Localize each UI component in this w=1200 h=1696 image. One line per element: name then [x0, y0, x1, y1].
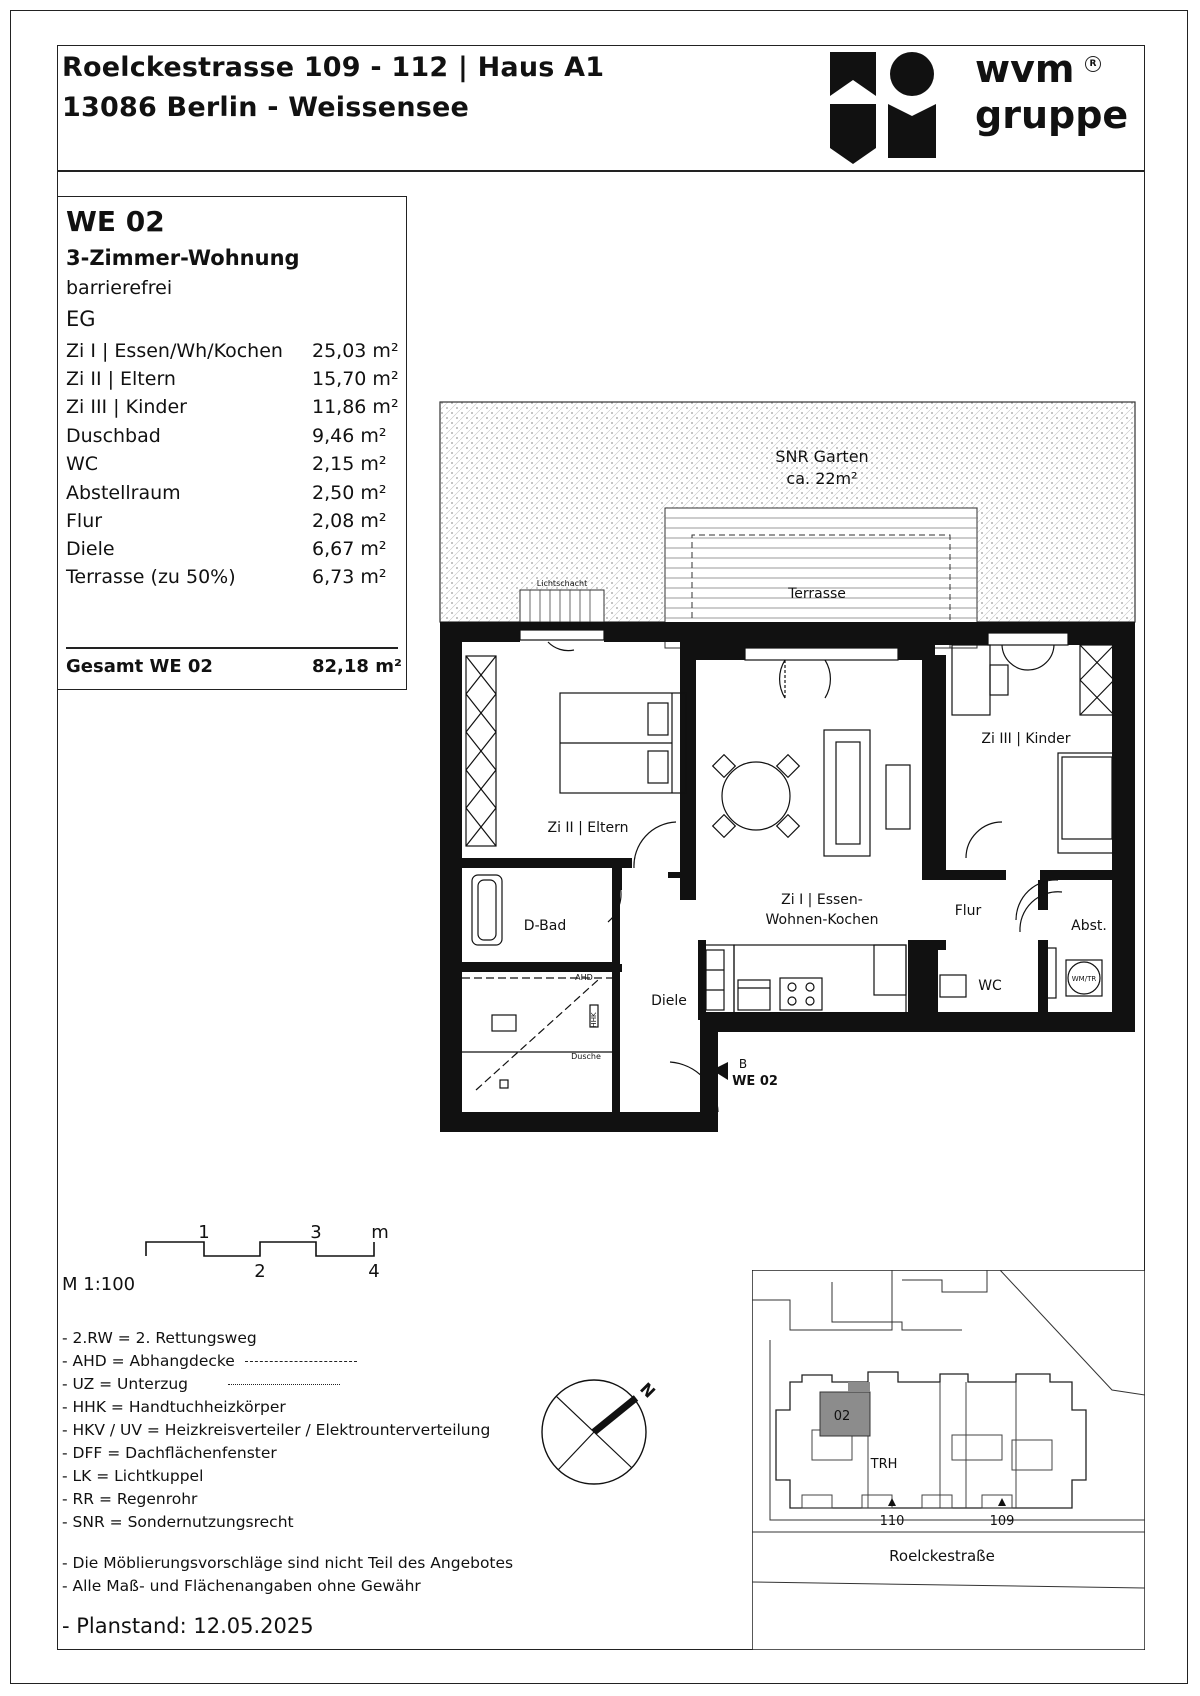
legend-item: - RR = Regenrohr — [62, 1490, 198, 1508]
uz-line-sample — [228, 1384, 340, 1385]
room-main-label-1: Zi I | Essen- — [781, 892, 863, 908]
compass — [532, 1370, 672, 1490]
area-value: 15,70 m² — [312, 368, 399, 390]
address-line-2: 13086 Berlin - Weissensee — [62, 92, 470, 123]
area-name: Zi I | Essen/Wh/Kochen — [66, 340, 283, 362]
terrace-label: Terrasse — [788, 586, 846, 602]
unit-accessibility: barrierefrei — [66, 277, 173, 299]
legend-text: - UZ = Unterzug — [62, 1375, 189, 1393]
area-name: Zi III | Kinder — [66, 396, 187, 418]
room-eltern-label: Zi II | Eltern — [547, 820, 629, 836]
unit-id: WE 02 — [66, 205, 165, 238]
area-name: Diele — [66, 538, 115, 560]
area-name: Duschbad — [66, 425, 161, 447]
scale-tick: 3 — [310, 1225, 322, 1243]
area-name: WC — [66, 453, 99, 475]
brand-gruppe: gruppe — [975, 93, 1129, 137]
legend-item: - DFF = Dachflächenfenster — [62, 1444, 277, 1462]
hhk-label: HHK — [590, 1012, 598, 1028]
legend-item — [62, 1375, 340, 1393]
wc-label: WC — [978, 978, 1002, 994]
legend-text: - AHD = Abhangdecke — [62, 1352, 235, 1370]
site-street-label: Roelckestraße — [889, 1547, 995, 1565]
ahd-line-sample — [245, 1361, 357, 1362]
diele-label: Diele — [651, 993, 687, 1009]
area-name: Flur — [66, 510, 103, 532]
site-109-label: 109 — [989, 1514, 1015, 1529]
north-icon: N — [636, 1378, 660, 1402]
area-value: 25,03 m² — [312, 340, 399, 362]
furniture-eltern — [466, 656, 686, 846]
furniture-living — [702, 730, 938, 1013]
scale-tick: 4 — [368, 1261, 380, 1282]
scale-tick: 1 — [198, 1225, 210, 1243]
area-value: 2,15 m² — [312, 453, 387, 475]
total-label: Gesamt WE 02 — [66, 656, 213, 677]
lichtschacht-label: Lichtschacht — [536, 579, 588, 588]
scale-tick: 2 — [254, 1261, 266, 1282]
flur-label: Flur — [954, 903, 982, 919]
garden-label: SNR Garten — [775, 447, 869, 466]
area-value: 6,73 m² — [312, 566, 387, 588]
area-value: 2,08 m² — [312, 510, 387, 532]
unit-floor: EG — [66, 307, 96, 331]
room-kinder-label: Zi III | Kinder — [981, 731, 1071, 747]
site-plan — [752, 1270, 1145, 1650]
lichtschacht — [520, 590, 604, 622]
dusche-label: Dusche — [571, 1052, 601, 1061]
scale-bar — [140, 1225, 400, 1285]
area-value: 6,67 m² — [312, 538, 387, 560]
area-name: Zi II | Eltern — [66, 368, 176, 390]
furniture-kinder — [952, 645, 1116, 853]
entry-unit-label: WE 02 — [732, 1074, 778, 1089]
site-unit-label: 02 — [833, 1409, 851, 1424]
brand-wvm: wvm — [975, 47, 1075, 91]
exterior-walls — [440, 622, 1135, 1132]
area-value: 2,50 m² — [312, 482, 387, 504]
note-item: - Alle Maß- und Flächenangaben ohne Gewähr — [62, 1577, 421, 1595]
plan-date: - Planstand: 12.05.2025 — [62, 1614, 314, 1638]
scale-label: M 1:100 — [62, 1274, 136, 1295]
registered-mark: R — [1085, 56, 1101, 72]
legend-item: - HHK = Handtuchheizkörper — [62, 1398, 286, 1416]
dbad-label: D-Bad — [523, 918, 567, 934]
legend-item: - LK = Lichtkuppel — [62, 1467, 204, 1485]
legend-item — [62, 1352, 357, 1370]
entry-b-label: B — [738, 1057, 748, 1071]
area-name: Terrasse (zu 50%) — [66, 566, 236, 588]
address-line-1: Roelckestrasse 109 - 112 | Haus A1 — [62, 52, 605, 83]
ahd-label: AHD — [575, 973, 593, 982]
abst-label: Abst. — [1071, 918, 1107, 934]
scale-unit: m — [371, 1225, 389, 1243]
total-value: 82,18 m² — [312, 656, 402, 677]
site-110-label: 110 — [879, 1514, 905, 1529]
area-name: Abstellraum — [66, 482, 181, 504]
room-main-label-2: Wohnen-Kochen — [765, 912, 879, 928]
legend-item: - SNR = Sondernutzungsrecht — [62, 1513, 294, 1531]
area-value: 11,86 m² — [312, 396, 399, 418]
note-item: - Die Möblierungsvorschläge sind nicht Teil des Angebotes — [62, 1554, 514, 1572]
unit-type: 3-Zimmer-Wohnung — [66, 246, 300, 270]
legend-item: - 2.RW = 2. Rettungsweg — [62, 1329, 257, 1347]
garden-area: ca. 22m² — [786, 469, 858, 488]
wmtr-label: WM/TR — [1071, 975, 1097, 983]
area-value: 9,46 m² — [312, 425, 387, 447]
site-trh-label: TRH — [870, 1457, 898, 1472]
legend-item: - HKV / UV = Heizkreisverteiler / Elektrounterverteilung — [62, 1421, 491, 1439]
